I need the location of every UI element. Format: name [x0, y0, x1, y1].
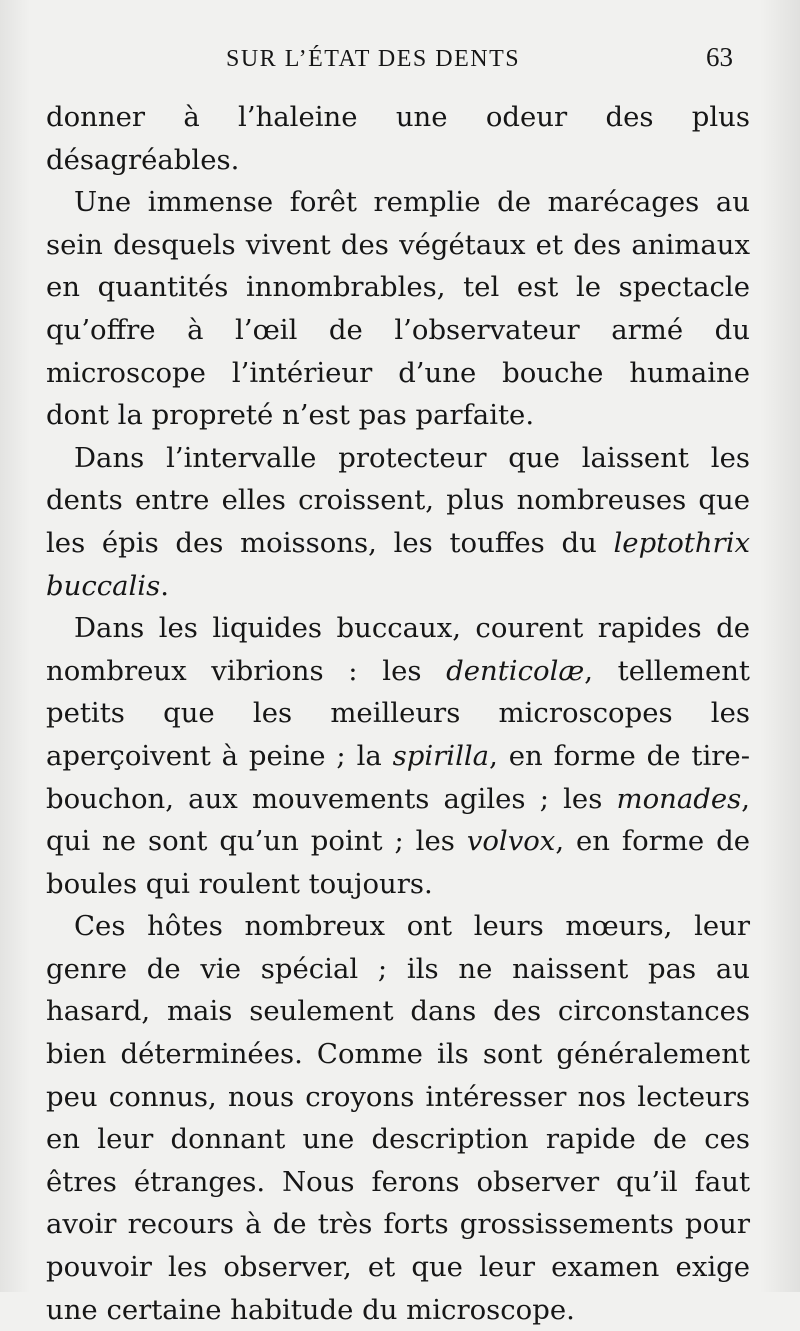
leptothrix-term: leptothrix buccalis	[46, 526, 750, 602]
paragraph-3	[46, 437, 750, 607]
paragraph-3-text-a: Dans l’intervalle protecteur que laissent les dents entre elles croissent, plus nombreuses que les épis des moissons, les touffes du	[46, 441, 750, 559]
paragraph-4-text-b: , tellement petits que les meilleurs microscopes les aperçoivent à peine ; la	[46, 654, 750, 772]
paragraph-4-text-a: Dans les liquides buccaux, courent rapides de nombreux vibrions : les	[46, 612, 750, 687]
paragraph-4-text-c: , en forme de tire-bouchon, aux mouvements agiles ; les	[46, 739, 750, 815]
paragraph-5-text: Ces hôtes nombreux ont leurs mœurs, leur genre de vie spécial ; ils ne naissent pas au hasard, mais seulement dans des circonstances bien déterminées. Comme ils sont généralement peu connus, nous croyons intéresser nos lecteurs en leur donnant une description rapide de ces êtres étranges. Nous ferons observer qu’il faut avoir recours à de très forts grossissements pour pouvoir les observer, et que leur examen exige une certaine habitude du microscope.	[46, 910, 750, 1326]
monades-term: monades	[616, 782, 742, 815]
spirilla-term: spirilla	[392, 739, 490, 772]
paragraph-2	[46, 181, 750, 437]
volvox-term: volvox	[466, 825, 556, 858]
denticolae-term: denticolæ	[446, 654, 585, 687]
page-number: 63	[706, 42, 733, 72]
paragraph-1	[46, 96, 750, 181]
paragraph-4-text-d: , qui ne sont qu’un point ; les	[46, 782, 750, 858]
running-title: SUR L’ÉTAT DES DENTS	[226, 46, 521, 72]
paragraph-1-text: donner à l’haleine une odeur des plus désagréables.	[46, 101, 750, 176]
paragraph-3-text-b: .	[160, 569, 169, 602]
paragraph-5	[46, 905, 750, 1331]
paragraph-4-text-e: , en forme de boules qui roulent toujours.	[46, 825, 750, 900]
body-text	[46, 96, 750, 1331]
paragraph-4	[46, 607, 750, 905]
paragraph-2-text: Une immense forêt remplie de marécages au sein desquels vivent des végétaux et des animaux en quantités innombrables, tel est le spectacle qu’offre à l’œil de l’observateur armé du microscope l’intérieur d’une bouche humaine dont la propreté n’est pas parfaite.	[46, 186, 750, 432]
